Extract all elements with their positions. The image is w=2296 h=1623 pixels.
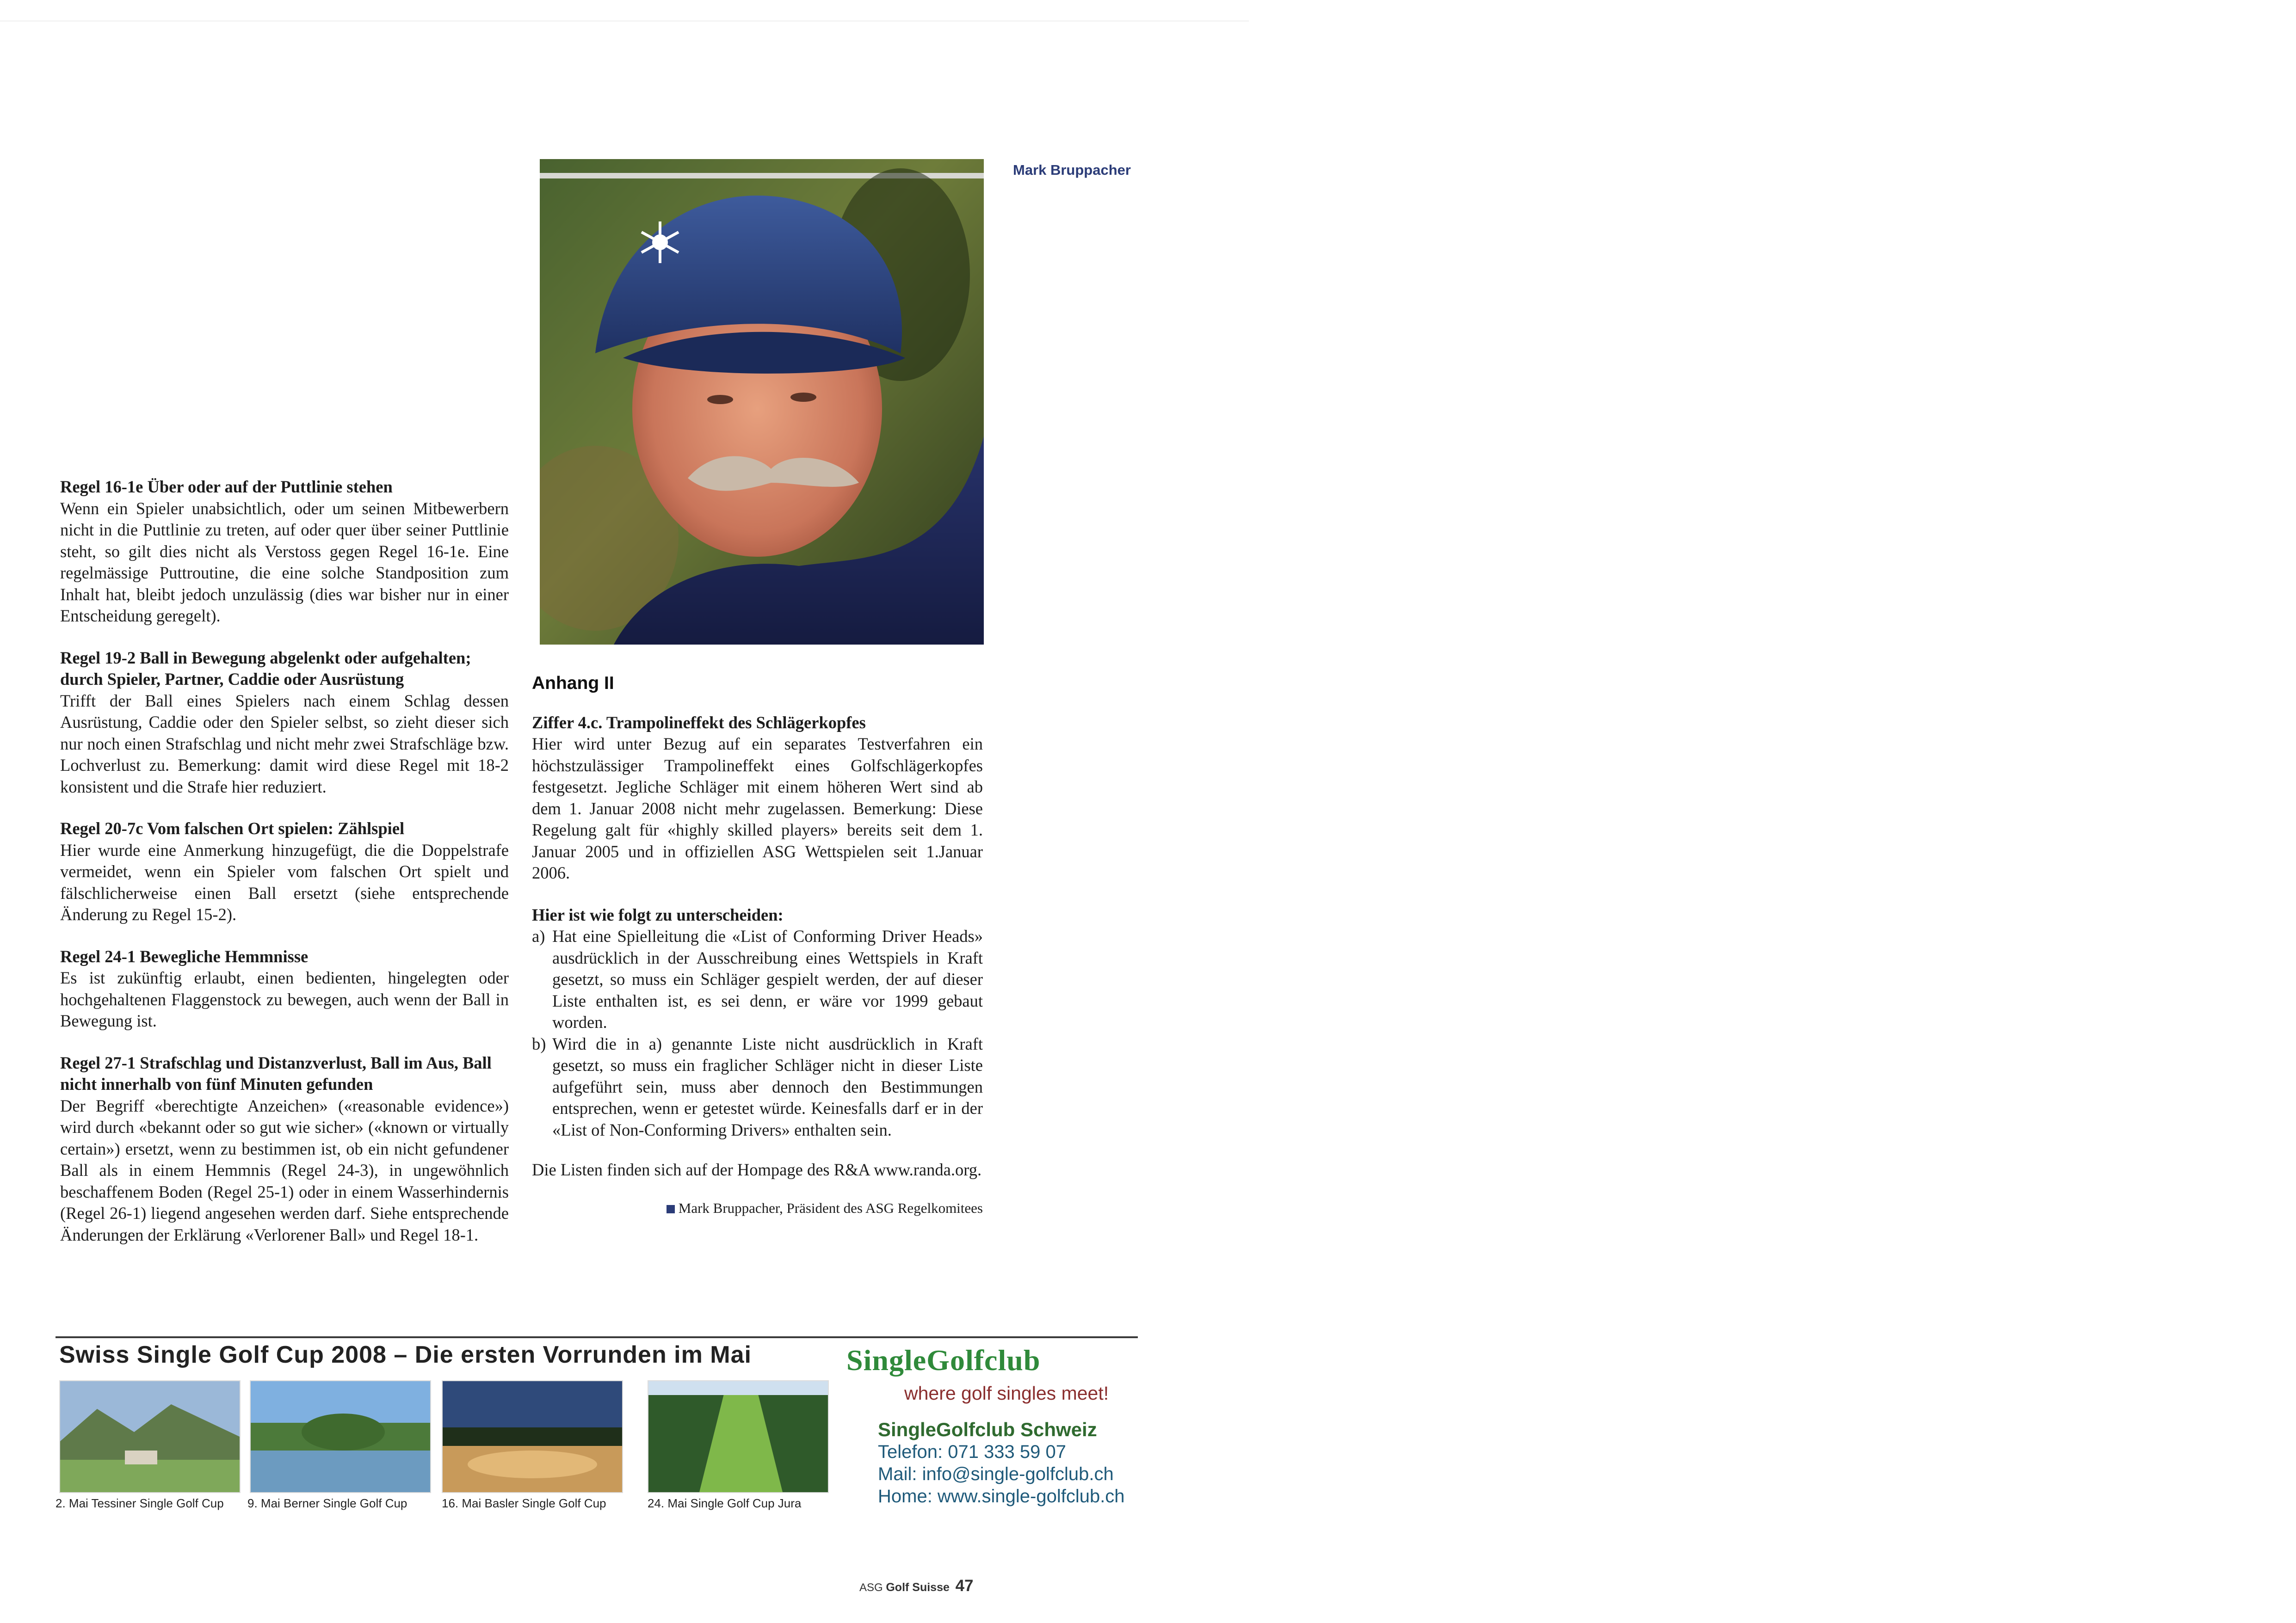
left-text-column (60, 476, 509, 1266)
logo-tagline: where golf singles meet! (904, 1383, 1109, 1404)
footer-magazine: Golf Suisse (886, 1581, 950, 1594)
page-footer (859, 1577, 974, 1595)
list-item (532, 926, 983, 1033)
club-homepage: Home: www.single-golfclub.ch (878, 1486, 1125, 1506)
list-text: Wird die in a) genannte Liste nicht ausdrücklich in Kraft gesetzt, so muss ein fraglicher Schläger nicht in dieser Liste aufgeführt sein, muss aber dennoch den Bestimmungen entsprechen, wenn er getestet würde. Keinesfalls darf er in der «List of Non-Conforming Drivers» enthalten sein. (552, 1034, 983, 1139)
rule-block (60, 818, 509, 926)
right-text-column (532, 673, 983, 1219)
event-caption: 16. Mai Basler Single Golf Cup (442, 1496, 606, 1510)
club-mail: Mail: info@single-golfclub.ch (878, 1464, 1114, 1484)
rule-block (60, 647, 509, 798)
ziffer-title: Ziffer 4.c. Trampolineffekt des Schlägerkopfes (532, 713, 866, 732)
ziffer-block (532, 712, 983, 884)
rule-block (60, 476, 509, 627)
event-caption: 24. Mai Single Golf Cup Jura (648, 1496, 802, 1510)
event-caption: 9. Mai Berner Single Golf Cup (247, 1496, 407, 1510)
facing-page-blank (1249, 0, 2296, 1623)
club-phone: Telefon: 071 333 59 07 (878, 1442, 1067, 1462)
rule-body: Der Begriff «berechtigte Anzeichen» («reasonable evidence») wird durch «bekannt oder so gut wie sicher» («known or virtually certain») ersetzt, wenn zu bestimmen ist, ob ein nicht gefundener Ball als in einem Hemmnis (Regel 24-3), in ungewöhnlich beschaffenem Boden (Regel 25-1) oder in einem Wasserhindernis (Regel 26-1) liegend angesehen werden darf. Siehe entsprechende Änderungen der Erklärung «Verlorener Ball» und Regel 18-1. (60, 1096, 509, 1244)
footer-prefix: ASG (859, 1581, 883, 1594)
rule-body: Trifft der Ball eines Spielers nach einem Schlag dessen Ausrüstung, Caddie oder den Spieler selbst, so zieht dieser sich nur noch einen Strafschlag und nicht mehr zwei Strafschläge bzw. Lochverlust zu. Bemerkung: damit wird diese Regel mit 18-2 konsistent und die Strafe hier reduziert. (60, 691, 509, 796)
club-name: SingleGolfclub Schweiz (878, 1419, 1097, 1440)
rule-body: Wenn ein Spieler unabsichtlich, oder um seinen Mitbewerbern nicht in die Puttlinie zu treten, auf oder quer über seiner Puttlinie steht, so gilt dies nicht als Verstoss gegen Regel 16-1e. Eine regelmässige Puttroutine, die eine solche Standposition zum Inhalt hat, bleibt jedoch unzulässig (dies war bisher nur in einer Entscheidung geregelt). (60, 498, 509, 625)
page-number: 47 (955, 1577, 974, 1595)
photo-credit: Mark Bruppacher (1013, 162, 1131, 178)
singlegolfclub-logo: SingleGolfclub (846, 1344, 1041, 1377)
event-photo (442, 1380, 623, 1493)
event-caption: 2. Mai Tessiner Single Golf Cup (56, 1496, 224, 1510)
signature-text: Mark Bruppacher, Präsident des ASG Regelkomitees (678, 1199, 983, 1216)
list-letter: b) (532, 1034, 546, 1053)
list-text: Hat eine Spielleitung die «List of Conforming Driver Heads» ausdrücklich in der Ausschreibung eines Wettspiels in Kraft gesetzt, so muss ein Schläger gespielt werden, der auf dieser Liste enthalten ist, es sei denn, er wäre vor 1999 gebaut worden. (552, 927, 983, 1032)
list-letter: a) (532, 927, 545, 946)
ad-headline: Swiss Single Golf Cup 2008 – Die ersten Vorrunden im Mai (59, 1341, 752, 1368)
rule-block (60, 946, 509, 1032)
page-top-edge (0, 20, 1249, 22)
rule-body: Hier wurde eine Anmerkung hinzugefügt, die die Doppelstrafe vermeidet, wenn ein Spieler vom falschen Ort spielt und fälschlicherweise einen Ball ersetzt (siehe entsprechende Änderung zu Regel 15-2). (60, 840, 509, 924)
ad-top-rule (56, 1336, 1138, 1338)
rule-block (60, 1052, 509, 1246)
rule-title: Regel 16-1e Über oder auf der Puttlinie stehen (60, 477, 393, 496)
portrait-photo (540, 159, 984, 645)
closing-paragraph: Die Listen finden sich auf der Hompage des R&A www.randa.org. (532, 1160, 982, 1179)
signature-square-icon (667, 1205, 675, 1213)
event-photo (648, 1380, 829, 1493)
distinguish-block (532, 904, 983, 1141)
rule-title: Regel 27-1 Strafschlag und Distanzverlust, Ball im Aus, Ball nicht innerhalb von fünf Minuten gefunden (60, 1053, 492, 1094)
event-photo (59, 1380, 241, 1493)
event-photo (250, 1380, 431, 1493)
rule-title: Regel 24-1 Bewegliche Hemmnisse (60, 947, 309, 966)
rule-body: Es ist zukünftig erlaubt, einen bedienten, hingelegten oder hochgehaltenen Flaggenstock zu bewegen, auch wenn der Ball in Bewegung ist. (60, 968, 509, 1030)
rule-title: Regel 20-7c Vom falschen Ort spielen: Zählspiel (60, 819, 405, 838)
ziffer-body: Hier wird unter Bezug auf ein separates Testverfahren ein höchstzulässiger Trampolineffekt eines Golfschlägerkopfes festgesetzt. Jegliche Schläger mit einem höheren Wert sind ab dem 1. Januar 2008 nicht mehr zugelassen. Bemerkung: Diese Regelung galt für «highly skilled players» bereits seit dem 1. Januar 2005 und in offiziellen ASG Wettspielen seit 1.Januar 2006. (532, 734, 983, 882)
signature (532, 1198, 983, 1219)
distinguish-title: Hier ist wie folgt zu unterscheiden: (532, 905, 784, 924)
list-item (532, 1033, 983, 1141)
rule-title: Regel 19-2 Ball in Bewegung abgelenkt oder aufgehalten; durch Spieler, Partner, Caddie oder Ausrüstung (60, 648, 471, 689)
section-heading: Anhang II (532, 673, 614, 693)
